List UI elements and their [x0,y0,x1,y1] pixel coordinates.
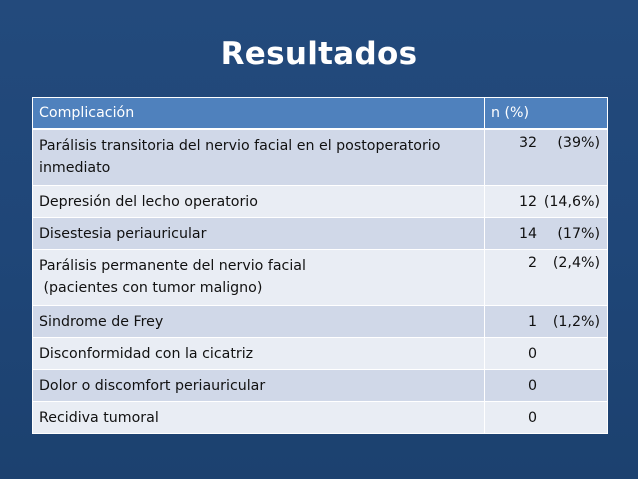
table-header-row [33,98,608,130]
complication-label: Depresión del lecho operatorio [39,193,258,210]
table-row [33,370,608,402]
complication-cell [33,402,485,434]
count-value: 0 [527,377,537,394]
header-complication: Complicación [33,98,485,130]
complication-cell [33,218,485,250]
table-row [33,338,608,370]
complication-label-continued: (pacientes con tumor maligno) [39,280,263,296]
percent-value: (2,4%) [552,255,600,271]
complication-label: Parálisis permanente del nervio facial [39,258,306,274]
count-value: 32 [518,135,537,151]
count-value: 14 [518,225,537,242]
count-cell [485,250,608,306]
complication-label: Dolor o discomfort periauricular [39,377,266,394]
percent-value: (39%) [557,135,600,151]
table-row [33,250,608,306]
count-cell [485,306,608,338]
count-cell [485,338,608,370]
complication-cell [33,250,485,306]
slide-title: Resultados [220,36,418,72]
count-value: 1 [527,313,537,330]
table-row [33,402,608,434]
count-cell [485,218,608,250]
table-row [33,218,608,250]
count-value: 0 [527,345,537,362]
percent-value: (17%) [557,225,600,242]
count-cell [485,402,608,434]
complication-cell [33,129,485,186]
results-table [32,97,608,434]
complication-label: Sindrome de Frey [39,313,164,330]
complication-cell [33,306,485,338]
count-cell [485,129,608,186]
count-value: 12 [518,193,537,210]
complication-label: Recidiva tumoral [39,409,159,426]
count-cell [485,370,608,402]
complication-cell [33,338,485,370]
table-row [33,129,608,186]
complication-cell [33,370,485,402]
table-row [33,306,608,338]
complication-cell [33,186,485,218]
table-row [33,186,608,218]
complication-label: Disconformidad con la cicatriz [39,345,254,362]
complication-label: Parálisis transitoria del nervio facial en el postoperatorio [39,138,441,154]
count-value: 0 [527,409,537,426]
count-value: 2 [527,255,537,271]
complication-label: Disestesia periauricular [39,225,207,242]
count-cell [485,186,608,218]
complication-label-continued: inmediato [39,160,111,176]
percent-value: (14,6%) [543,193,600,210]
percent-value: (1,2%) [552,313,600,330]
header-count: n (%) [485,98,608,130]
